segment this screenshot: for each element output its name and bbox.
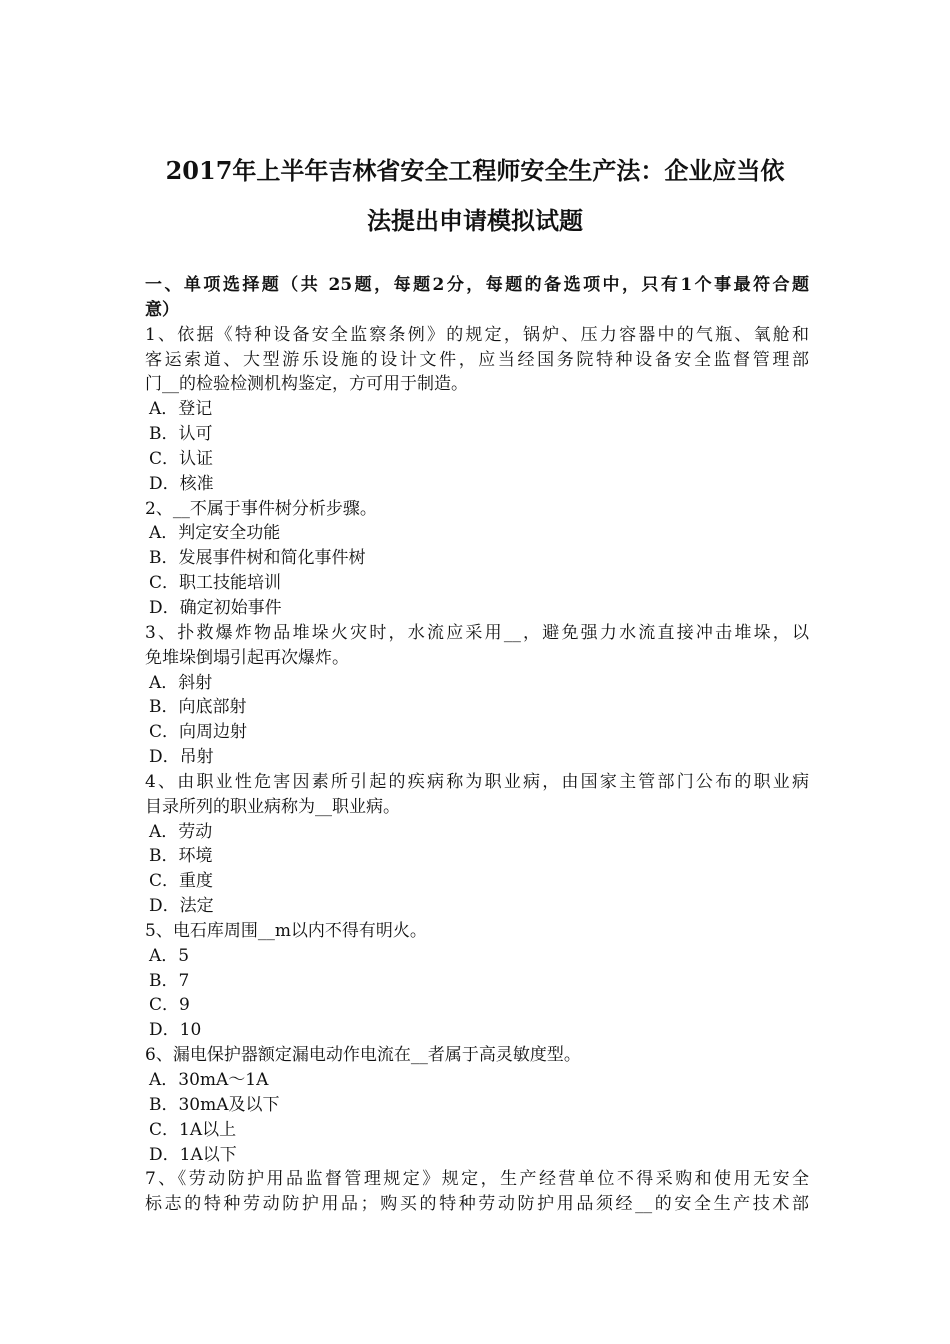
question-1-option-b: B．认可 <box>149 424 213 445</box>
question-1-option-c: C．认证 <box>149 448 214 469</box>
question-6-option-b: B．30mA及以下 <box>149 1094 280 1115</box>
question-7-text: 7、《劳动防护用品监督管理规定》规定，生产经营单位不得采购和使用无安全 <box>145 1169 809 1190</box>
question-3-option-c: C．向周边射 <box>149 722 248 743</box>
question-4-option-a: A．劳动 <box>149 821 213 842</box>
question-3-option-d: D．吊射 <box>149 747 214 768</box>
question-3-option-a: A．斜射 <box>149 672 213 693</box>
question-6-option-a: A．30mA～1A <box>149 1070 269 1090</box>
question-2-option-d: D．确定初始事件 <box>149 597 282 618</box>
question-1-text: 1、依据《特种设备安全监察条例》的规定，锅炉、压力容器中的气瓶、氧舱和 <box>145 324 809 345</box>
question-4-option-d: D．法定 <box>149 896 214 917</box>
question-2-option-b: B．发展事件树和简化事件树 <box>149 548 366 569</box>
question-5-option-d: D．10 <box>149 1020 202 1041</box>
question-1-text: 客运索道、大型游乐设施的设计文件，应当经国务院特种设备安全监督管理部 <box>145 349 809 370</box>
question-3-text: 3、扑救爆炸物品堆垛火灾时，水流应采用__，避免强力水流直接冲击堆垛，以 <box>145 622 809 643</box>
document-title-line-2: 法提出申请模拟试题 <box>367 206 583 235</box>
section-heading-continued: 意） <box>145 299 179 320</box>
question-5-text: 5、电石库周围__m以内不得有明火。 <box>145 920 427 941</box>
question-1-option-a: A．登记 <box>149 399 213 420</box>
question-6-option-c: C．1A以上 <box>149 1119 237 1140</box>
question-5-option-b: B．7 <box>149 970 190 991</box>
question-6-text: 6、漏电保护器额定漏电动作电流在__者属于高灵敏度型。 <box>145 1045 581 1066</box>
question-2-option-c: C．职工技能培训 <box>149 573 282 594</box>
question-1-text: 门__的检验检测机构鉴定，方可用于制造。 <box>145 374 468 395</box>
question-3-option-b: B．向底部射 <box>149 697 247 718</box>
question-7-text: 标志的特种劳动防护用品；购买的特种劳动防护用品须经__的安全生产技术部 <box>145 1194 809 1215</box>
question-5-option-a: A．5 <box>149 945 190 966</box>
question-4-option-b: B．环境 <box>149 846 213 867</box>
question-1-option-d: D．核准 <box>149 473 214 494</box>
question-4-option-c: C．重度 <box>149 871 214 892</box>
document-body <box>145 273 809 1217</box>
question-6-option-d: D．1A以下 <box>149 1144 237 1165</box>
question-4-text: 目录所列的职业病称为__职业病。 <box>145 796 400 817</box>
question-4-text: 4、由职业性危害因素所引起的疾病称为职业病，由国家主管部门公布的职业病 <box>145 771 809 792</box>
question-3-text: 免堆垛倒塌引起再次爆炸。 <box>145 647 349 668</box>
section-heading: 一、单项选择题（共 25题，每题2分，每题的备选项中，只有1个事最符合题 <box>145 275 809 295</box>
question-2-option-a: A．判定安全功能 <box>149 523 281 544</box>
question-2-text: 2、__不属于事件树分析步骤。 <box>145 498 377 519</box>
question-5-option-c: C．9 <box>149 995 190 1016</box>
document-title-line-1: 2017年上半年吉林省安全工程师安全生产法：企业应当依 <box>165 156 785 185</box>
